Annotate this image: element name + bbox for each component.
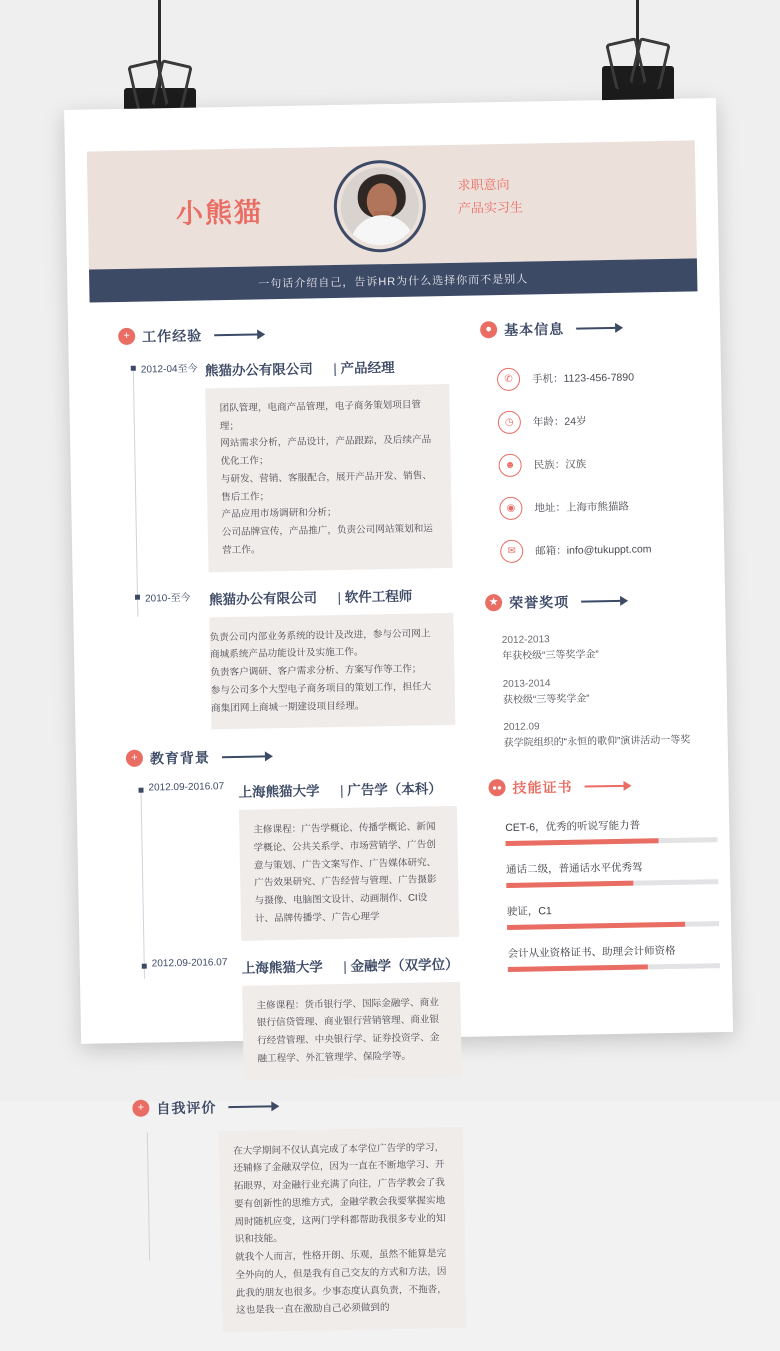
section-self-evaluation [132,1092,462,1120]
section-rule [581,600,621,603]
education-major-text: 广告学（本科） [347,781,442,799]
honor-year: 2012.09 [503,721,540,734]
section-honors [485,589,713,615]
mail-icon: ✉ [500,540,523,563]
location-icon: ◉ [499,497,522,520]
education-description [242,982,462,1081]
skill-bar-fill [506,838,659,846]
skill-bar-fill [506,880,633,887]
education-major [340,781,442,798]
work-date: 2010-至今 [144,592,191,605]
section-skills [488,774,716,800]
timeline-line [141,789,145,979]
section-title: 技能证书 [512,778,573,796]
work-role [337,588,412,604]
section-title: 基本信息 [504,320,565,338]
section-rule [214,333,258,336]
avatar [333,159,427,253]
section-title: 自我评价 [156,1098,217,1117]
work-description [205,384,452,572]
list-item [497,364,709,391]
work-date: 2012-04至今 [140,363,198,376]
section-rule [585,784,625,787]
list-item [503,718,716,751]
resume-page [64,98,733,1317]
work-org: 熊猫办公有限公司 [204,361,313,379]
list-item [507,942,719,972]
list-item [506,858,718,888]
work-description [209,613,455,730]
separator: | [343,958,347,974]
honor-text: 获校级“三等奖学金” [502,692,590,706]
work-description-text: 团队管理，电商产品管理，电子商务策划项目管理； 网站需求分析，产品设计，产品跟踪，及后续产品优化工作； 与研发、营销、客服配合，展开产品开发、销售、售后工作； 产品应用市场调研和分析； 公司品牌宣传，产品推广，负责公司网站策划和运营工作。 [219,399,433,557]
education-entry [126,777,456,804]
timeline-line [133,367,139,617]
dots-icon: ●● [488,778,505,795]
skill-name: 通话二级，普通话水平优秀驾 [505,861,643,876]
applicant-name: 小熊猫 [175,197,264,229]
education-school: 上海熊猫大学 [241,959,323,976]
self-evaluation-text-box [219,1126,467,1332]
list-item [500,536,712,563]
skill-bar [506,879,718,888]
section-basic-info [480,316,708,342]
skill-name: 驶证，C1 [506,904,552,918]
honor-year: 2012-2013 [501,634,550,647]
section-rule [576,327,616,330]
plus-icon: + [118,328,135,345]
slogan-band: 一句话介绍自己，告诉HR为什么选择你而不是别人 [89,258,698,302]
honor-year: 2013-2014 [502,677,551,690]
education-description-text: 主修课程：广告学概论、传播学概论、新闻学概论、公共关系学、市场营销学、广告创意与策划、广告文案写作、广告媒体研究、广告效果研究、广告经营与管理、广告摄影与摄像、电脑图文设计、动画制作、CI设计、品牌传播学、广告心理学 [253,821,437,925]
user-icon: ☻ [498,454,521,477]
education-date: 2012.09-2016.07 [148,781,225,794]
list-item [502,631,715,664]
timeline-bullet [142,963,147,968]
work-entry [119,355,449,382]
objective-value: 产品实习生 [457,199,524,216]
section-title: 荣誉奖项 [509,593,570,611]
skill-bar [507,921,719,930]
basic-info-value: 年龄：24岁 [532,415,587,429]
work-org: 熊猫办公有限公司 [208,590,318,608]
plus-icon: + [126,750,143,767]
phone-icon: ✆ [497,368,520,391]
section-work-experience [118,321,448,349]
basic-info-value: 手机：1123-456-7890 [531,371,635,386]
education-major-text: 金融学（双学位） [350,956,459,974]
list-item [498,450,710,477]
skill-bar [508,963,720,972]
timeline-bullet [138,788,143,793]
skill-name: 会计从业资格证书、助理会计师资格 [507,944,676,960]
honor-text: 年获校级“三等奖学金” [502,649,599,663]
education-school: 上海熊猫大学 [238,783,320,801]
skill-name: CET-6，优秀的听说写能力普 [505,819,641,834]
separator: | [339,783,344,799]
education-entry [130,953,460,980]
chat-icon: ● [480,321,497,338]
plus-icon: + [132,1099,149,1116]
section-rule [222,756,266,759]
education-description [239,806,459,940]
timeline-bullet [131,366,136,371]
left-column [118,321,467,1350]
basic-info-value: 民族：汉族 [533,458,587,472]
avatar-shirt [349,215,416,246]
section-rule [228,1105,272,1108]
skills-list [505,816,720,972]
list-item [499,493,711,520]
separator: | [337,589,342,605]
work-role [333,360,395,376]
star-icon: ★ [485,594,502,611]
timeline-line [147,1132,150,1260]
list-item [498,407,710,434]
work-entry [123,584,453,611]
separator: | [333,361,337,377]
work-description-text: 负责公司内部业务系统的设计及改进，参与公司网上商城系统产品功能设计及实施工作。 负责客户调研、客户需求分析、方案写作等工作； 参与公司多个大型电子商务项目的策划工作，担任大商集团网上商城一期建设项目经理。 [209,627,432,714]
education-date: 2012.09-2016.07 [151,956,228,970]
section-title: 工作经验 [142,327,203,345]
basic-info-value: 邮箱：info@tukuppt.com [535,543,652,558]
timeline-bullet [135,594,140,599]
clock-icon: ◷ [498,411,521,434]
objective-label: 求职意向 [457,176,510,193]
list-item [505,816,717,846]
skill-bar-fill [508,964,648,972]
list-item [507,900,719,930]
basic-info-list [497,364,713,563]
honor-text: 获学院组织的“永恒的歌仰”演讲活动一等奖 [503,734,691,750]
skill-bar-fill [507,921,685,929]
right-column [480,316,720,988]
section-title: 教育背景 [149,749,211,767]
avatar-photo [340,166,419,245]
education-major [343,957,459,974]
section-education [126,743,456,771]
skill-bar [506,837,718,846]
honors-list [502,631,716,751]
education-description-text: 主修课程：货币银行学、国际金融学、商业银行信贷管理、商业银行营销管理、商业银行经营管理、中央银行学、证券投资学、金融工程学、外汇管理学、保险学等。 [256,996,440,1065]
work-role-text: 产品经理 [340,359,395,376]
self-evaluation-text: 在大学期间不仅认真完成了本学位广告学的学习，还辅修了金融双学位，因为一直在不断地学习、开拓眼界，对金融行业充满了向往，广告学教会了我要有创新性的思维方式，金融学教会我要掌握实地周时随机应变，这两门学科都帮助我很多专业的知识和技能。 就我个人而言，性格开朗、乐观，虽然不能算是完全外向的人，但是我有自己交友的方式和方法，因此我的朋友也很多。少事态度认真负责，不拖沓，这也是我一直在激励自己必须做到的 [233,1141,447,1317]
basic-info-value: 地址：上海市熊猫路 [534,500,630,515]
list-item [503,675,716,708]
work-role-text: 软件工程师 [344,588,413,605]
